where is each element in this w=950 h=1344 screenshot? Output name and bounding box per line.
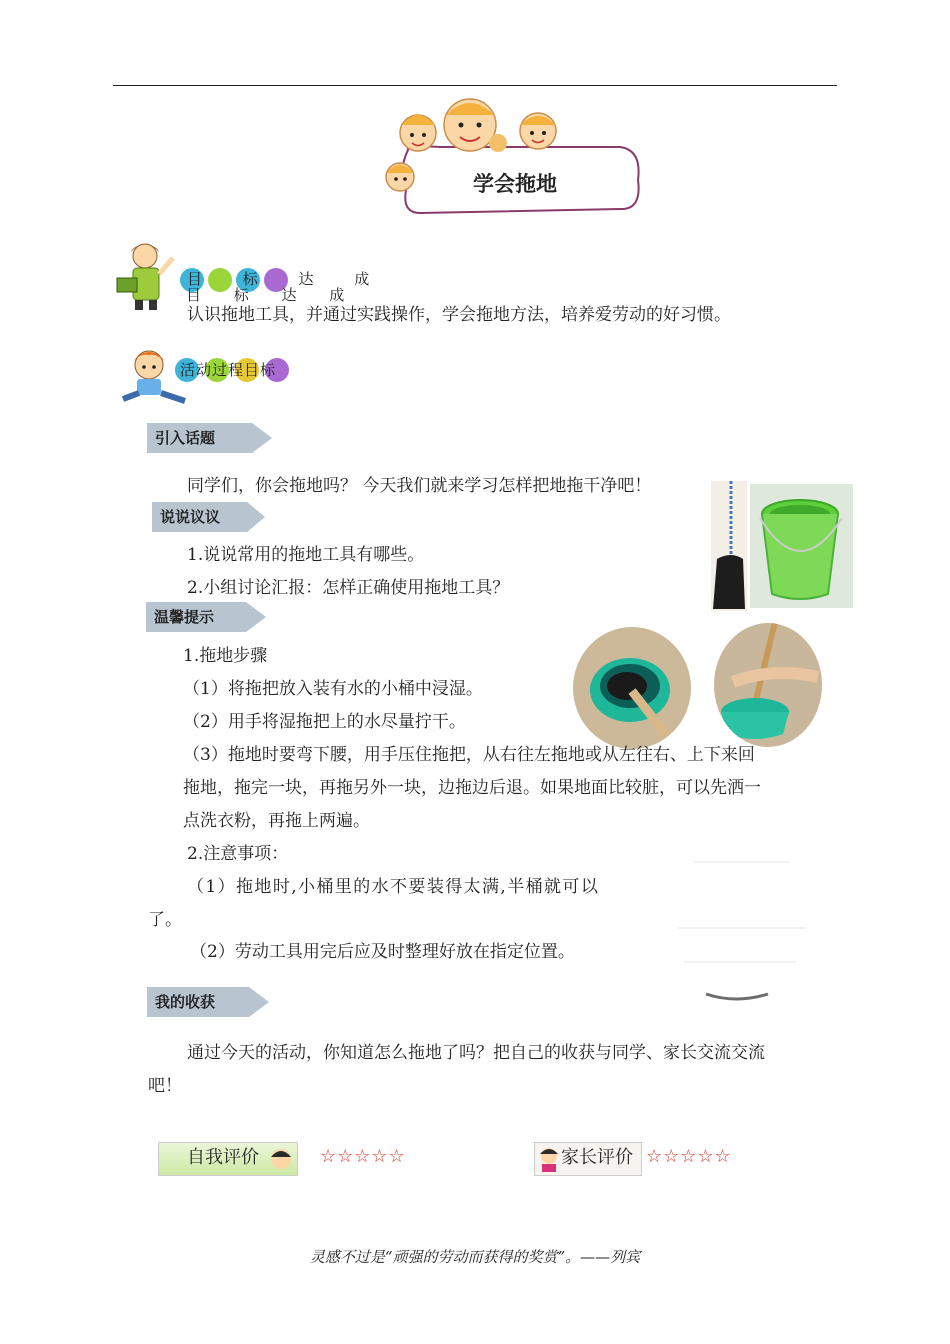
step-3-line-1: （3）拖地时要弯下腰，用手压住拖把，从右往左拖地或从左往右、上下来回	[183, 745, 755, 765]
step-2: （2）用手将湿拖把上的水尽量拧干。	[183, 712, 466, 732]
parent-face-icon	[537, 1146, 561, 1172]
section-tag-intro-label: 引入话题	[155, 429, 216, 447]
note-1-line-2: 了。	[148, 910, 182, 930]
mop-image	[711, 481, 747, 611]
self-evaluation-label-box	[158, 1142, 298, 1176]
section-tag-tips	[146, 602, 266, 632]
harvest-text-line-2: 吧！	[148, 1076, 182, 1096]
parent-evaluation-label: 家长评价	[561, 1147, 633, 1168]
step-3-line-3: 点洗衣粉，再拖上两遍。	[183, 811, 370, 831]
section-tag-discuss	[152, 502, 265, 532]
step-1: （1）将拖把放入装有水的小桶中浸湿。	[183, 679, 483, 699]
header-rule	[113, 85, 837, 86]
notes-heading: 2.注意事项：	[187, 844, 289, 864]
footer-quote: 灵感不过是“顽强的劳动而获得的奖赏”。——列宾	[309, 1248, 641, 1266]
section-tag-harvest	[147, 987, 269, 1017]
section-tag-tips-label: 温馨提示	[154, 608, 215, 626]
title-banner	[380, 95, 645, 220]
goal-heading-overlay: 目 标 达 成	[186, 286, 359, 304]
mop-in-bucket-photo	[572, 626, 692, 750]
page-title: 学会拖地	[473, 172, 557, 196]
note-2: （2）劳动工具用完后应及时整理好放在指定位置。	[190, 942, 575, 962]
activity-heading: 活动过程目标	[180, 361, 277, 379]
section-tag-harvest-label: 我的收获	[155, 993, 216, 1011]
step-3-line-2: 拖地，拖完一块，再拖另外一块，边拖边后退。如果地面比较脏，可以先洒一	[183, 778, 761, 798]
self-evaluation-label: 自我评价	[187, 1147, 259, 1168]
intro-text: 同学们，你会拖地吗？ 今天我们就来学习怎样把地拖干净吧！	[187, 476, 652, 496]
discuss-item-2: 2.小组讨论汇报：怎样正确使用拖地工具？	[187, 578, 510, 598]
parent-evaluation-stars[interactable]: ☆☆☆☆☆	[646, 1146, 732, 1167]
harvest-text-line-1: 通过今天的活动，你知道怎么拖地了吗？把自己的收获与同学、家长交流交流	[187, 1043, 765, 1063]
steps-heading: 1.拖地步骤	[183, 646, 268, 666]
wringing-mop-photo	[713, 622, 823, 749]
self-evaluation-stars[interactable]: ☆☆☆☆☆	[320, 1146, 406, 1167]
section-tag-intro	[147, 423, 272, 453]
discuss-item-1: 1.说说常用的拖地工具有哪些。	[187, 545, 425, 565]
goal-text: 认识拖地工具，并通过实践操作，学会拖地方法，培养爱劳动的好习惯。	[187, 305, 731, 325]
section-tag-discuss-label: 说说议议	[160, 508, 221, 526]
note-1-line-1: （1）拖地时,小桶里的水不要装得太满,半桶就可以	[187, 877, 600, 897]
parent-evaluation-label-box	[534, 1142, 642, 1176]
bucket-image	[750, 484, 853, 608]
kid-face-icon	[269, 1147, 293, 1171]
goal-heading: 目 标 达 成	[187, 270, 388, 288]
faded-image-fragment	[676, 858, 806, 1003]
